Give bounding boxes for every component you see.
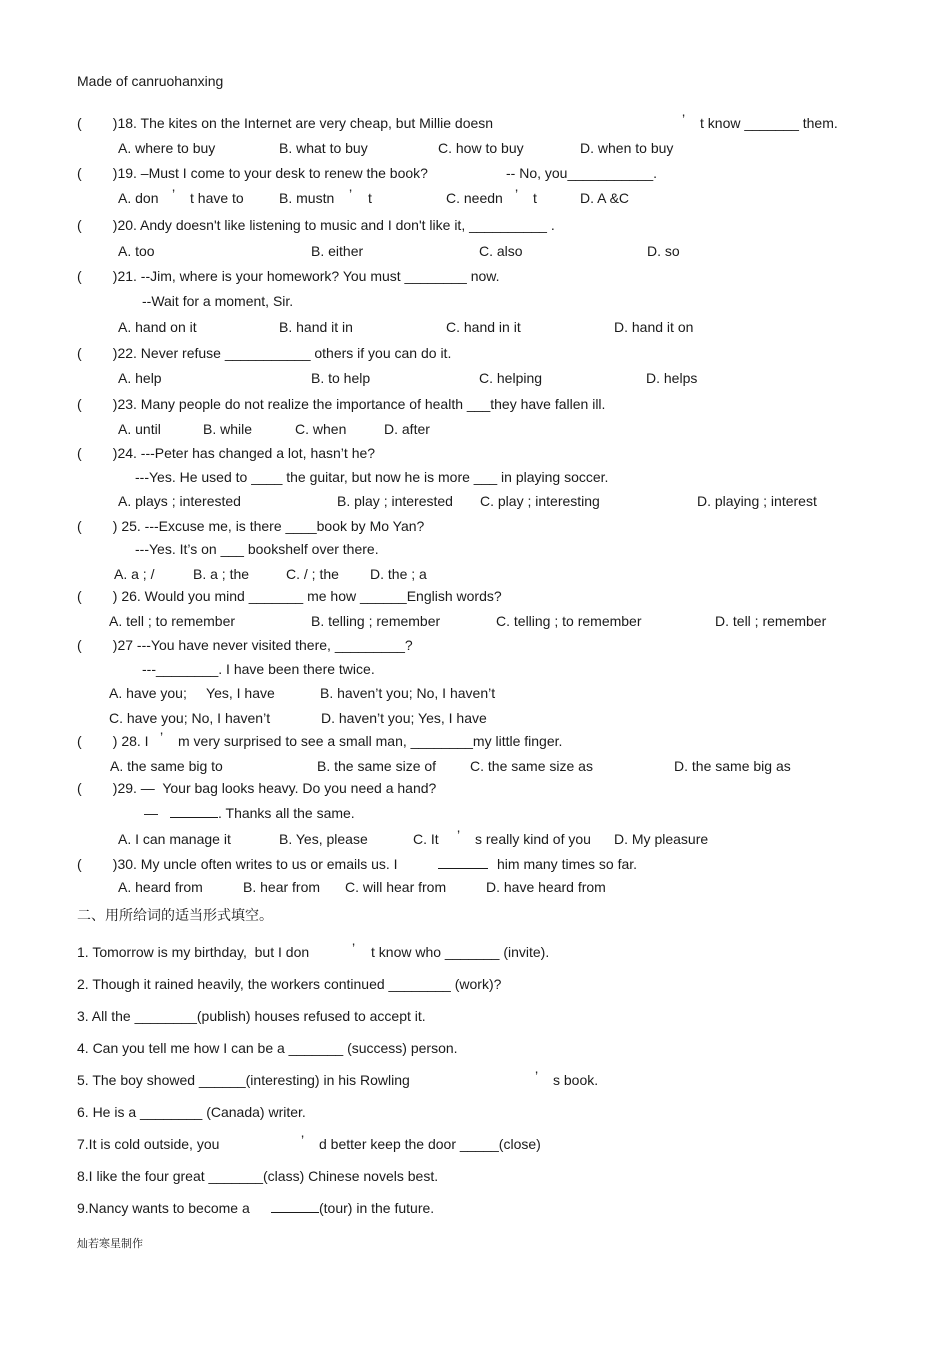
line-f3: 3. All the ________(publish) houses refused to accept it.: [77, 1008, 426, 1024]
line-q27-ob: B. haven’t you; No, I haven’t: [320, 685, 496, 701]
line-f5-b: s book.: [553, 1072, 599, 1088]
line-q28-apos: ’: [160, 729, 164, 745]
line-q26-od: D. tell ; remember: [715, 613, 827, 629]
answer-blank-f9: [271, 1199, 319, 1213]
line-q22-oc: C. helping: [479, 370, 543, 386]
line-q18-b: t know _______ them.: [700, 115, 838, 131]
line-q26-ob: B. telling ; remember: [311, 613, 441, 629]
line-q23-od: D. after: [384, 421, 430, 437]
line-q25: ( ) 25. ---Excuse me, is there ____book by Mo Yan?: [77, 518, 425, 534]
line-q24-2: ---Yes. He used to ____ the guitar, but now he is more ___ in playing soccer.: [135, 469, 609, 485]
line-q25-2: ---Yes. It’s on ___ bookshelf over there.: [135, 541, 379, 557]
line-f4: 4. Can you tell me how I can be a _______ (success) person.: [77, 1040, 458, 1056]
line-q22: ( )22. Never refuse ___________ others if you can do it.: [77, 345, 452, 361]
line-q28-ob: B. the same size of: [317, 758, 437, 774]
line-q29-oc2: ’: [457, 827, 461, 843]
line-q19-ob2: ’: [349, 186, 353, 202]
line-q28-oa: A. the same big to: [110, 758, 223, 774]
line-q23: ( )23. Many people do not realize the importance of health ___they have fallen ill.: [77, 396, 606, 412]
line-f5-apos: ’: [535, 1068, 539, 1084]
line-q27-oc: C. have you; No, I haven’t: [109, 710, 271, 726]
line-q24-oc: C. play ; interesting: [480, 493, 600, 509]
line-q18-od: D. when to buy: [580, 140, 674, 156]
line-f1-b: t know who _______ (invite).: [371, 944, 550, 960]
answer-blank-29: [170, 804, 218, 818]
line-q19-oa2: ’: [172, 186, 176, 202]
line-q18-ob: B. what to buy: [279, 140, 368, 156]
line-q22-od: D. helps: [646, 370, 698, 386]
line-q28-b: m very surprised to see a small man, ________my little finger.: [178, 733, 563, 749]
line-q27-od: D. haven’t you; Yes, I have: [321, 710, 487, 726]
line-f9-b: (tour) in the future.: [319, 1200, 435, 1216]
line-q27: ( )27 ---You have never visited there, _________?: [77, 637, 413, 653]
line-q26-oa: A. tell ; to remember: [109, 613, 236, 629]
line-q26: ( ) 26. Would you mind _______ me how ______English words?: [77, 588, 502, 604]
line-q30-oa: A. heard from: [118, 879, 203, 895]
line-q27-2: ---________. I have been there twice.: [142, 661, 375, 677]
line-q27-oa: A. have you; Yes, I have: [109, 685, 275, 701]
line-q18-oa: A. where to buy: [118, 140, 216, 156]
line-q20-oc: C. also: [479, 243, 523, 259]
line-f7-b: d better keep the door _____(close): [319, 1136, 541, 1152]
line-f8: 8.I like the four great _______(class) Chinese novels best.: [77, 1168, 439, 1184]
line-q21-ob: B. hand it in: [279, 319, 353, 335]
line-q29-dash: —: [144, 805, 158, 821]
line-q21-oc: C. hand in it: [446, 319, 521, 335]
line-q21-od: D. hand it on: [614, 319, 694, 335]
line-q23-oa: A. until: [118, 421, 161, 437]
line-q19-oa3: t have to: [190, 190, 244, 206]
line-q30-od: D. have heard from: [486, 879, 606, 895]
line-q19-ob3: t: [368, 190, 372, 206]
line-f7-apos: ’: [301, 1132, 305, 1148]
line-sec2: 二、用所给词的适当形式填空。: [77, 908, 273, 924]
line-q19-oc1: C. needn: [446, 190, 503, 206]
line-f2: 2. Though it rained heavily, the workers continued ________ (work)?: [77, 976, 502, 992]
line-q29: ( )29. — Your bag looks heavy. Do you need a hand?: [77, 780, 437, 796]
line-q25-ob: B. a ; the: [193, 566, 250, 582]
line-q20-ob: B. either: [311, 243, 364, 259]
line-q18-apos: ’: [682, 111, 686, 127]
line-q18-oc: C. how to buy: [438, 140, 524, 156]
header-text: Made of canruohanxing: [77, 73, 224, 89]
line-q26-oc: C. telling ; to remember: [496, 613, 642, 629]
line-q21-oa: A. hand on it: [118, 319, 197, 335]
footer-text: 灿若寒星制作: [77, 1237, 143, 1250]
line-q19-oa1: A. don: [118, 190, 159, 206]
line-q29-oc1: C. It: [413, 831, 439, 847]
line-q18-a: ( )18. The kites on the Internet are very cheap, but Millie doesn: [77, 115, 494, 131]
line-q24-oa: A. plays ; interested: [118, 493, 241, 509]
line-f5-a: 5. The boy showed ______(interesting) in his Rowling: [77, 1072, 410, 1088]
line-q20: ( )20. Andy doesn't like listening to music and I don't like it, __________ .: [77, 217, 555, 233]
line-q19-a: ( )19. –Must I come to your desk to renew the book?: [77, 165, 428, 181]
line-f7-a: 7.It is cold outside, you: [77, 1136, 220, 1152]
line-q28-a: ( ) 28. I: [77, 733, 149, 749]
line-q22-ob: B. to help: [311, 370, 371, 386]
line-q21-2: --Wait for a moment, Sir.: [142, 293, 294, 309]
line-q23-ob: B. while: [203, 421, 253, 437]
line-q25-oc: C. / ; the: [286, 566, 339, 582]
line-q28-oc: C. the same size as: [470, 758, 593, 774]
line-q29-ob: B. Yes, please: [279, 831, 368, 847]
line-q19-b: -- No, you___________.: [506, 165, 657, 181]
line-q29-2: . Thanks all the same.: [218, 805, 355, 821]
line-q30-b: him many times so far.: [497, 856, 638, 872]
line-q20-oa: A. too: [118, 243, 155, 259]
line-q24-od: D. playing ; interest: [697, 493, 817, 509]
line-q19-ob1: B. mustn: [279, 190, 335, 206]
line-q20-od: D. so: [647, 243, 680, 259]
line-q22-oa: A. help: [118, 370, 162, 386]
line-f1-apos: ’: [352, 940, 356, 956]
line-q21: ( )21. --Jim, where is your homework? You must ________ now.: [77, 268, 500, 284]
line-q28-od: D. the same big as: [674, 758, 791, 774]
line-q19-od: D. A &C: [580, 190, 630, 206]
line-f6: 6. He is a ________ (Canada) writer.: [77, 1104, 306, 1120]
line-q25-oa: A. a ; /: [114, 566, 155, 582]
line-f9-a: 9.Nancy wants to become a: [77, 1200, 250, 1216]
line-f1-a: 1. Tomorrow is my birthday, but I don: [77, 944, 310, 960]
line-q29-oc3: s really kind of you: [475, 831, 591, 847]
line-q30-a: ( )30. My uncle often writes to us or emails us. I: [77, 856, 398, 872]
line-q24-ob: B. play ; interested: [337, 493, 453, 509]
line-q19-oc3: t: [533, 190, 537, 206]
line-q29-oa: A. I can manage it: [118, 831, 231, 847]
line-q23-oc: C. when: [295, 421, 347, 437]
answer-blank-30: [438, 855, 488, 869]
line-q19-oc2: ’: [515, 186, 519, 202]
line-q30-oc: C. will hear from: [345, 879, 447, 895]
line-q24: ( )24. ---Peter has changed a lot, hasn’t he?: [77, 445, 376, 461]
line-q25-od: D. the ; a: [370, 566, 427, 582]
line-q29-od: D. My pleasure: [614, 831, 709, 847]
line-q30-ob: B. hear from: [243, 879, 321, 895]
